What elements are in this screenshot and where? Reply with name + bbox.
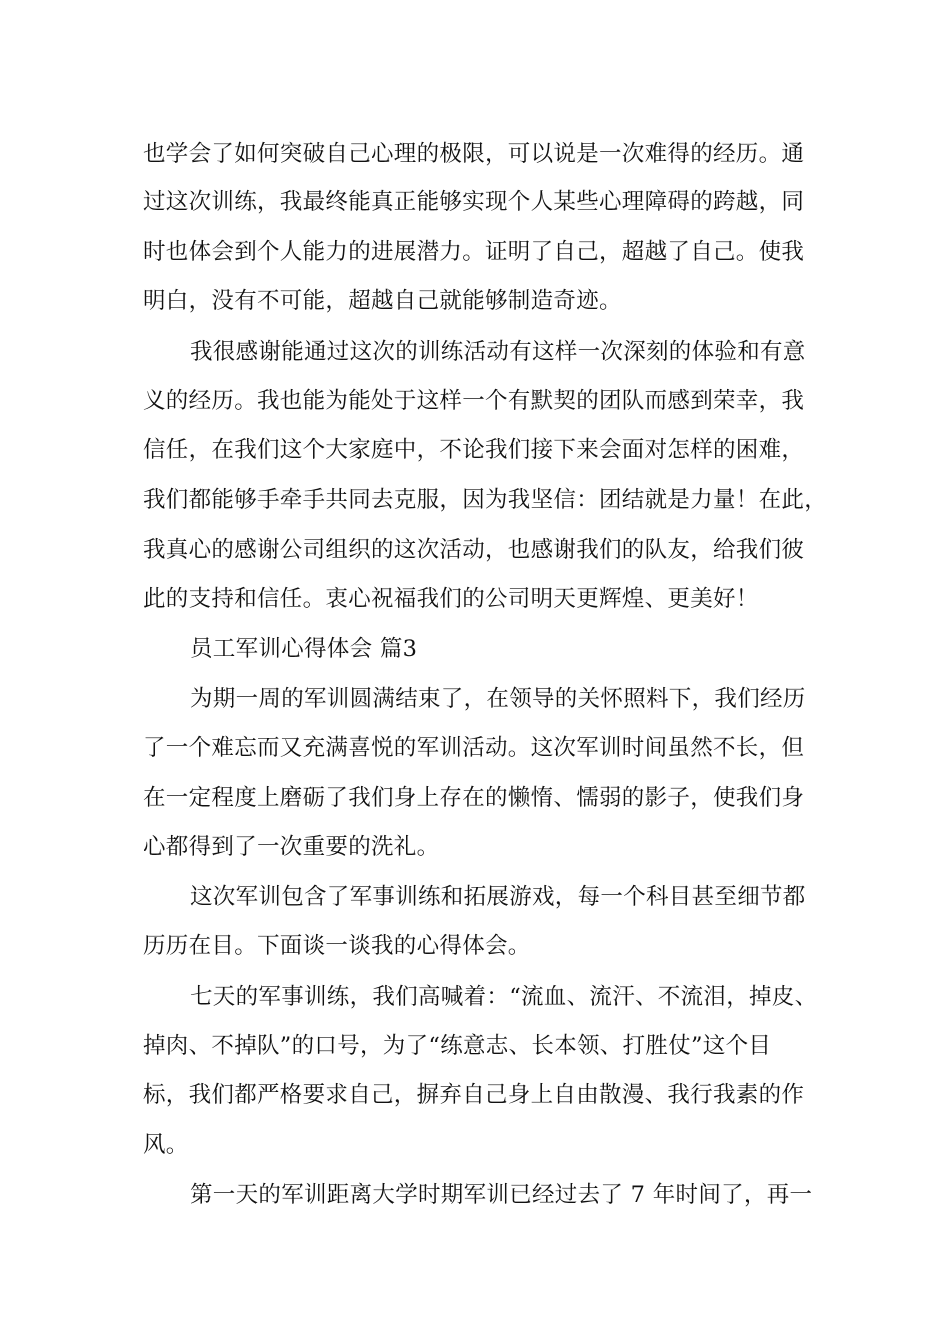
- text-line-19: 掉肉、不掉队”的口号，为了“练意志、长本领、打胜仗”这个目: [143, 1033, 772, 1059]
- section-heading: 员工军训心得体会 篇3: [190, 636, 418, 662]
- text-line-5: 我很感谢能通过这次的训练活动有这样一次深刻的体验和有意: [190, 339, 806, 365]
- text-line-8: 我们都能够手牵手共同去克服，因为我坚信：团结就是力量！在此，: [143, 487, 828, 513]
- text-line-16: 这次军训包含了军事训练和拓展游戏，每一个科目甚至细节都: [190, 884, 806, 910]
- text-line-6: 义的经历。我也能为能处于这样一个有默契的团队而感到荣幸，我: [143, 388, 805, 414]
- text-line-18: 七天的军事训练，我们高喊着：“流血、流汗、不流泪，掉皮、: [190, 984, 818, 1010]
- text-line-15: 心都得到了一次重要的洗礼。: [143, 834, 440, 860]
- text-line-3: 时也体会到个人能力的进展潜力。证明了自己，超越了自己。使我: [143, 239, 805, 265]
- text-line-20: 标，我们都严格要求自己，摒弃自己身上自由散漫、我行我素的作: [143, 1082, 805, 1108]
- text-line-14: 在一定程度上磨砺了我们身上存在的懒惰、懦弱的影子，使我们身: [143, 785, 805, 811]
- text-line-4: 明白，没有不可能，超越自己就能够制造奇迹。: [143, 288, 622, 314]
- text-line-12: 为期一周的军训圆满结束了，在领导的关怀照料下，我们经历: [190, 686, 806, 712]
- text-line-13: 了一个难忘而又充满喜悦的军训活动。这次军训时间虽然不长，但: [143, 735, 805, 761]
- text-line-17: 历历在目。下面谈一谈我的心得体会。: [143, 933, 531, 959]
- text-line-9: 我真心的感谢公司组织的这次活动，也感谢我们的队友，给我们彼: [143, 537, 805, 563]
- text-line-1: 也学会了如何突破自己心理的极限，可以说是一次难得的经历。通: [143, 141, 805, 167]
- text-line-7: 信任，在我们这个大家庭中，不论我们接下来会面对怎样的困难，: [143, 437, 805, 463]
- text-line-21: 风。: [143, 1132, 189, 1158]
- text-line-22: 第一天的军训距离大学时期军训已经过去了 7 年时间了，再一: [190, 1182, 813, 1208]
- text-line-10: 此的支持和信任。衷心祝福我们的公司明天更辉煌、更美好！: [143, 586, 759, 612]
- text-line-2: 过这次训练，我最终能真正能够实现个人某些心理障碍的跨越，同: [143, 189, 805, 215]
